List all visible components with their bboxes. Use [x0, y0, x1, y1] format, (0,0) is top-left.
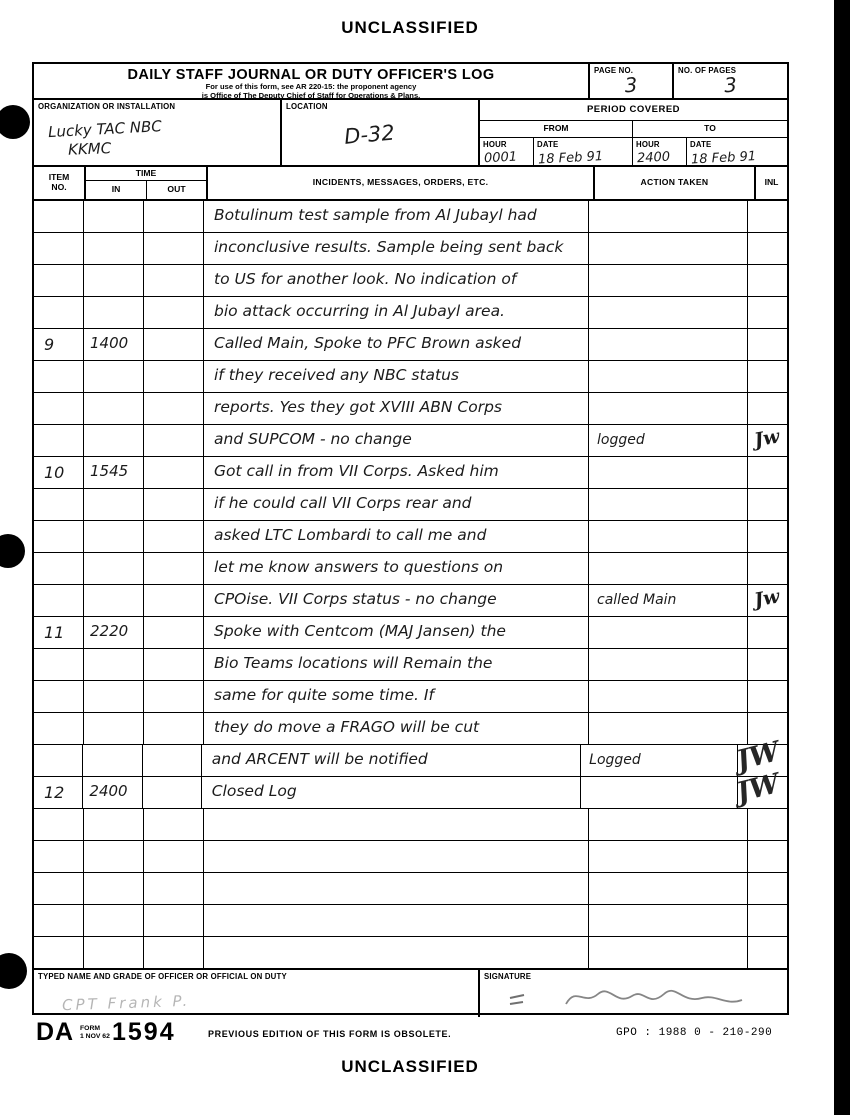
time-out-cell	[144, 873, 204, 904]
item-no-cell	[34, 521, 84, 552]
action-taken-cell	[589, 521, 748, 552]
initials-cell	[748, 201, 787, 232]
time-out-cell	[144, 393, 204, 424]
initials-signature: JW	[733, 736, 783, 777]
no-of-pages-value: 3	[723, 72, 738, 98]
time-in-cell	[84, 649, 144, 680]
time-in-cell	[84, 713, 144, 744]
journal-row	[34, 937, 787, 969]
action-taken-cell	[589, 873, 748, 904]
hole-punch	[0, 534, 25, 568]
incident-text-cell	[204, 937, 589, 968]
col-header-item-no	[34, 167, 86, 199]
journal-row	[34, 681, 787, 713]
time-in-cell: 2220	[84, 617, 144, 648]
initials-cell	[748, 809, 787, 840]
time-out-cell	[144, 521, 204, 552]
time-out-cell	[144, 905, 204, 936]
incident-text-cell: asked LTC Lombardi to call me and	[204, 521, 589, 552]
time-out-cell	[144, 425, 204, 456]
initials-cell	[748, 521, 787, 552]
journal-row	[34, 585, 787, 617]
time-out-cell	[144, 841, 204, 872]
journal-row	[34, 553, 787, 585]
form-footer-row	[34, 969, 787, 1017]
incident-text-cell: Closed Log	[202, 777, 581, 808]
initials-cell	[748, 233, 787, 264]
time-in-cell	[84, 681, 144, 712]
da-form-1594	[32, 62, 789, 1015]
item-no-cell	[34, 585, 84, 616]
action-taken-cell	[589, 617, 748, 648]
action-taken-cell	[589, 297, 748, 328]
col-header-out: OUT	[167, 184, 186, 194]
initials-cell	[748, 681, 787, 712]
journal-table-header	[34, 167, 787, 201]
period-covered-label: PERIOD COVERED	[480, 100, 787, 121]
initials-cell	[748, 489, 787, 520]
item-no-cell	[34, 297, 84, 328]
item-no-cell	[34, 937, 84, 968]
time-in-cell	[84, 489, 144, 520]
col-header-in-out	[86, 181, 206, 199]
initials-cell	[748, 905, 787, 936]
time-in-cell	[84, 521, 144, 552]
incident-text-cell: and SUPCOM - no change	[204, 425, 589, 456]
incident-text-cell: they do move a FRAGO will be cut	[204, 713, 589, 744]
journal-row	[34, 233, 787, 265]
action-taken-cell	[589, 809, 748, 840]
from-hour-field	[480, 138, 534, 165]
initials-cell	[748, 585, 787, 616]
to-hour-value: 2400	[636, 149, 671, 167]
hole-punch	[0, 105, 30, 139]
time-in-cell	[84, 297, 144, 328]
incident-text-cell: Botulinum test sample from Al Jubayl had	[204, 201, 589, 232]
item-no-cell	[34, 425, 84, 456]
item-no-cell: 10	[34, 457, 84, 488]
journal-row	[34, 489, 787, 521]
journal-row	[34, 393, 787, 425]
time-out-cell	[144, 297, 204, 328]
initials-cell	[748, 425, 787, 456]
incident-text-cell	[204, 841, 589, 872]
action-taken-cell	[589, 361, 748, 392]
incident-text-cell: Got call in from VII Corps. Asked him	[204, 457, 589, 488]
incident-text-cell: let me know answers to questions on	[204, 553, 589, 584]
action-taken-cell	[581, 777, 738, 808]
time-in-cell: 2400	[83, 777, 142, 808]
from-hour-value: 0001	[483, 149, 518, 167]
journal-row	[34, 201, 787, 233]
journal-row	[34, 905, 787, 937]
classification-banner-top: UNCLASSIFIED	[341, 18, 479, 37]
item-no-cell	[34, 489, 84, 520]
journal-row	[34, 649, 787, 681]
journal-row	[34, 736, 787, 777]
time-out-cell	[144, 265, 204, 296]
initials-signature: JW	[733, 768, 783, 809]
time-in-cell	[84, 937, 144, 968]
initials-cell	[748, 617, 787, 648]
col-header-incidents: INCIDENTS, MESSAGES, ORDERS, ETC.	[208, 167, 595, 199]
to-date-field	[687, 138, 787, 168]
incident-text-cell	[204, 809, 589, 840]
scan-edge-artifact	[834, 0, 850, 1115]
item-no-cell	[34, 553, 84, 584]
time-in-cell	[84, 809, 144, 840]
form-edition	[80, 1025, 110, 1040]
action-taken-cell	[589, 905, 748, 936]
initials-signature: Jw	[752, 585, 782, 612]
item-no-cell	[34, 361, 84, 392]
journal-row	[34, 841, 787, 873]
action-taken-cell	[589, 489, 748, 520]
item-no-cell	[34, 681, 84, 712]
time-out-cell	[144, 361, 204, 392]
time-in-cell	[84, 265, 144, 296]
time-out-cell	[144, 937, 204, 968]
form-word: FORM	[80, 1025, 101, 1032]
form-edition-date: 1 NOV 62	[80, 1032, 110, 1040]
action-taken-cell	[589, 649, 748, 680]
page-no-value: 3	[623, 72, 639, 98]
form-title-cell	[34, 64, 590, 98]
action-taken-cell	[589, 201, 748, 232]
initials-signature: Jw	[752, 425, 782, 452]
item-no-cell	[34, 841, 84, 872]
time-in-cell: 1545	[84, 457, 144, 488]
incident-text-cell	[204, 905, 589, 936]
from-date-label: DATE	[537, 140, 559, 149]
action-taken-cell	[589, 681, 748, 712]
organization-field	[34, 100, 282, 165]
time-in-cell: 1400	[84, 329, 144, 360]
journal-row	[34, 425, 787, 457]
initials-cell	[748, 553, 787, 584]
initials-cell	[748, 937, 787, 968]
incident-text-cell: same for quite some time. If	[204, 681, 589, 712]
incident-text-cell: inconclusive results. Sample being sent back	[204, 233, 589, 264]
form-subtitle-2: is Office of The Deputy Chief of Staff for Operations & Plans.	[201, 90, 421, 100]
initials-cell	[748, 297, 787, 328]
incident-text-cell: to US for another look. No indication of	[204, 265, 589, 296]
location-value: D-32	[343, 120, 396, 149]
journal-row	[34, 617, 787, 649]
col-header-no: NO.	[51, 182, 67, 192]
time-out-cell	[144, 585, 204, 616]
time-in-cell	[84, 553, 144, 584]
journal-row	[34, 809, 787, 841]
col-header-action-taken: ACTION TAKEN	[595, 167, 756, 199]
time-in-cell	[84, 361, 144, 392]
no-of-pages-field	[674, 64, 787, 98]
journal-rows	[34, 201, 787, 969]
incident-text-cell: Called Main, Spoke to PFC Brown asked	[204, 329, 589, 360]
org-location-period-row	[34, 100, 787, 167]
incident-text-cell: if they received any NBC status	[204, 361, 589, 392]
organization-value-line2: KKMC	[67, 139, 112, 159]
incident-text-cell: if he could call VII Corps rear and	[204, 489, 589, 520]
col-header-time-label: TIME	[86, 167, 206, 181]
signature-scribble	[506, 980, 756, 1014]
signature-field	[480, 970, 787, 1017]
item-no-cell: 11	[34, 617, 84, 648]
time-in-cell	[84, 201, 144, 232]
item-no-cell	[34, 745, 83, 776]
journal-row	[34, 361, 787, 393]
form-id-line	[36, 1018, 826, 1052]
time-out-cell	[144, 617, 204, 648]
period-from-label: FROM	[480, 121, 633, 137]
classification-banner-bottom: UNCLASSIFIED	[341, 1057, 479, 1076]
organization-value-line1: Lucky TAC NBC	[47, 117, 163, 142]
da-text: DA	[36, 1018, 75, 1046]
time-out-cell	[144, 713, 204, 744]
incident-text-cell: and ARCENT will be notified	[202, 745, 581, 776]
initials-cell	[748, 873, 787, 904]
incident-text-cell: bio attack occurring in Al Jubayl area.	[204, 297, 589, 328]
signature-label: SIGNATURE	[484, 972, 532, 981]
time-in-cell	[84, 393, 144, 424]
location-label: LOCATION	[286, 102, 328, 111]
incident-text-cell: CPOise. VII Corps status - no change	[204, 585, 589, 616]
action-taken-cell	[589, 265, 748, 296]
incident-text-cell: Bio Teams locations will Remain the	[204, 649, 589, 680]
action-taken-cell: Logged	[581, 745, 738, 776]
action-taken-cell	[589, 937, 748, 968]
time-in-cell	[84, 905, 144, 936]
period-covered-field	[480, 100, 787, 168]
to-date-value: 18 Feb 91	[690, 149, 757, 168]
item-no-cell	[34, 265, 84, 296]
incident-text-cell: reports. Yes they got XVIII ABN Corps	[204, 393, 589, 424]
item-no-cell	[34, 649, 84, 680]
time-in-cell	[83, 745, 142, 776]
form-subtitle-1: For use of this form, see AR 220-15: the proponent agency	[205, 82, 417, 91]
journal-row	[34, 457, 787, 489]
form-title: DAILY STAFF JOURNAL OR DUTY OFFICER'S LOG	[127, 67, 495, 83]
initials-cell	[748, 841, 787, 872]
gpo-print-code: GPO : 1988 0 - 210-290	[616, 1027, 773, 1039]
time-in-cell	[84, 841, 144, 872]
to-hour-label: HOUR	[636, 140, 660, 149]
period-hour-date-row	[480, 138, 787, 168]
time-in-cell	[84, 233, 144, 264]
time-out-cell	[144, 329, 204, 360]
time-in-cell	[84, 425, 144, 456]
initials-cell	[748, 649, 787, 680]
action-taken-cell	[589, 233, 748, 264]
item-no-cell	[34, 905, 84, 936]
action-taken-cell	[589, 457, 748, 488]
item-no-cell: 12	[34, 777, 83, 808]
initials-cell	[748, 393, 787, 424]
action-taken-cell: called Main	[589, 585, 748, 616]
item-no-cell	[34, 393, 84, 424]
col-header-inl: INL	[764, 177, 779, 187]
journal-row	[34, 521, 787, 553]
item-no-cell	[34, 713, 84, 744]
form-title-row	[34, 64, 787, 100]
time-out-cell	[144, 809, 204, 840]
item-no-cell: 9	[34, 329, 84, 360]
time-in-cell	[84, 585, 144, 616]
incident-text-cell: Spoke with Centcom (MAJ Jansen) the	[204, 617, 589, 648]
from-hour-label: HOUR	[483, 140, 507, 149]
journal-row	[34, 873, 787, 905]
time-out-cell	[143, 777, 202, 808]
journal-row	[34, 713, 787, 745]
initials-cell	[748, 361, 787, 392]
no-of-pages-label: NO. OF PAGES	[678, 66, 737, 75]
from-date-field	[534, 138, 633, 168]
initials-cell	[748, 457, 787, 488]
journal-row	[34, 768, 787, 809]
initials-cell	[748, 329, 787, 360]
journal-row	[34, 297, 787, 329]
typed-name-label: TYPED NAME AND GRADE OF OFFICER OR OFFICIAL ON DUTY	[38, 972, 287, 981]
page-no-label: PAGE NO.	[594, 66, 634, 75]
journal-row	[34, 265, 787, 297]
period-from-to-row	[480, 121, 787, 138]
to-hour-field	[633, 138, 687, 165]
initials-cell	[733, 768, 787, 809]
item-no-cell	[34, 809, 84, 840]
time-out-cell	[144, 681, 204, 712]
col-header-in: IN	[86, 181, 147, 199]
time-out-cell	[144, 553, 204, 584]
item-no-cell	[34, 233, 84, 264]
action-taken-cell: logged	[589, 425, 748, 456]
typed-name-field	[34, 970, 480, 1017]
action-taken-cell	[589, 841, 748, 872]
col-header-time	[86, 167, 208, 199]
incident-text-cell	[204, 873, 589, 904]
action-taken-cell	[589, 393, 748, 424]
to-date-label: DATE	[690, 140, 712, 149]
time-in-cell	[84, 873, 144, 904]
time-out-cell	[144, 489, 204, 520]
journal-row	[34, 329, 787, 361]
page-no-field	[590, 64, 674, 98]
time-out-cell	[144, 649, 204, 680]
obsolete-note: PREVIOUS EDITION OF THIS FORM IS OBSOLETE.	[208, 1029, 452, 1039]
time-out-cell	[144, 201, 204, 232]
form-number: 1594	[112, 1018, 176, 1046]
time-out-cell	[144, 457, 204, 488]
from-date-value: 18 Feb 91	[537, 149, 604, 168]
time-out-cell	[144, 233, 204, 264]
period-to-label: TO	[704, 123, 716, 133]
action-taken-cell	[589, 329, 748, 360]
hole-punch	[0, 953, 27, 989]
item-no-cell	[34, 873, 84, 904]
item-no-cell	[34, 201, 84, 232]
time-out-cell	[143, 745, 202, 776]
typed-name-value: CPT Frank P.	[61, 991, 191, 1015]
location-field	[282, 100, 480, 165]
organization-label: ORGANIZATION OR INSTALLATION	[38, 102, 176, 111]
action-taken-cell	[589, 713, 748, 744]
col-header-item: ITEM	[48, 172, 70, 182]
action-taken-cell	[589, 553, 748, 584]
initials-cell	[748, 265, 787, 296]
